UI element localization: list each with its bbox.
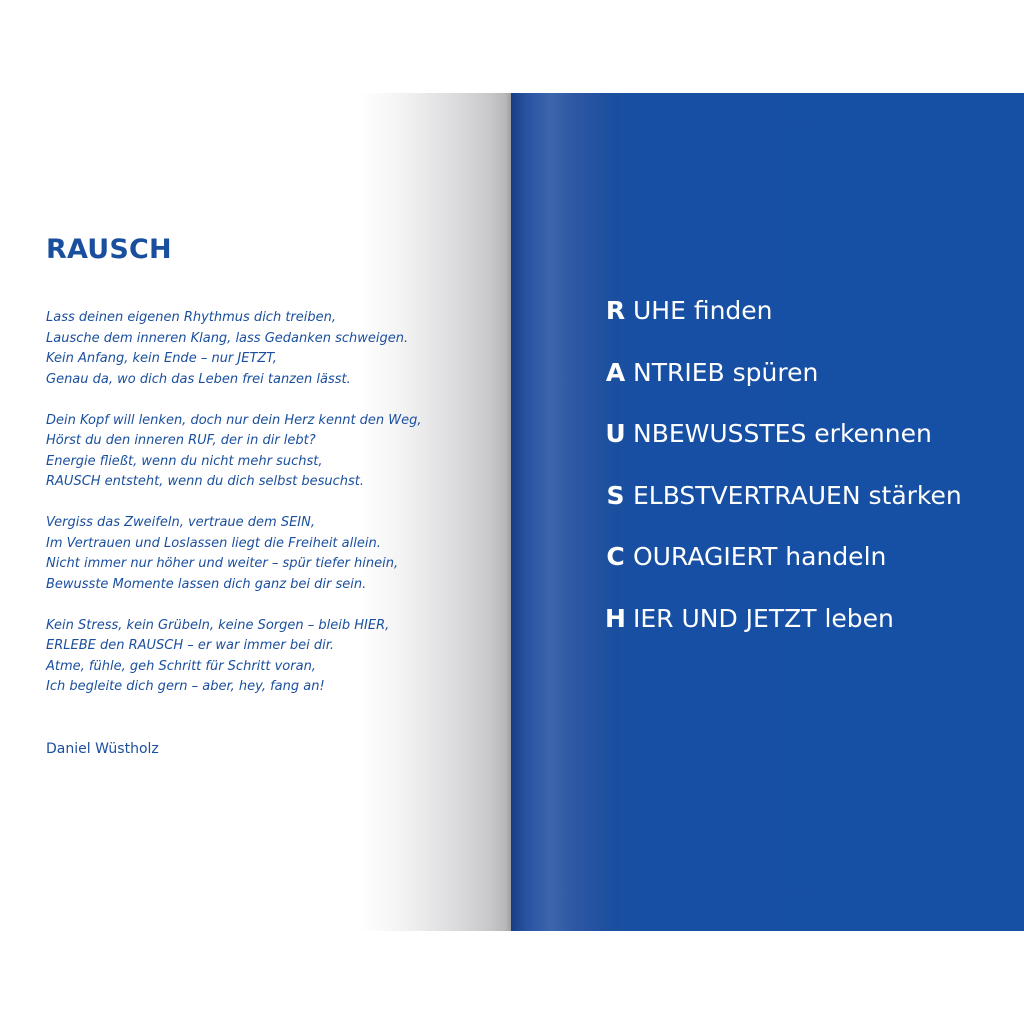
acrostic-row-a [598,358,1018,420]
poem-line: Vergiss das Zweifeln, vertraue dem SEIN, [46,515,315,530]
poem-line: Genau da, wo dich das Leben frei tanzen lässt. [46,371,351,387]
poem-line: ERLEBE den RAUSCH – er war immer bei dir. [46,638,335,653]
acrostic-text: ELBSTVERTRAUEN stärken [633,480,962,510]
poem-line: Hörst du den inneren RUF, der in dir lebt? [46,433,316,448]
stanza-1 [46,308,446,390]
acrostic-letter: U [605,419,626,449]
poem-line: Nicht immer nur höher und weiter – spür tiefer hinein, [46,556,399,571]
acrostic-text: IER UND JETZT leben [633,603,894,633]
acrostic-row-h [598,604,1018,666]
poem-line: Kein Anfang, kein Ende – nur JETZT, [46,351,277,366]
acrostic-letter: H [605,603,626,633]
acrostic-text: OURAGIERT handeln [633,542,887,572]
acrostic-row-u [598,419,1018,481]
acrostic-letter: R [605,296,626,325]
stanza-2 [46,411,446,493]
acrostic-letter: A [605,357,626,387]
left-page [0,93,512,931]
poem-line: Kein Stress, kein Grübeln, keine Sorgen – bleib HIER, [46,617,390,633]
acrostic-text: NBEWUSSTES erkennen [633,419,932,449]
poem-line: Im Vertrauen und Loslassen liegt die Freiheit allein. [46,535,381,551]
poem-line: Bewusste Momente lassen dich ganz bei dir sein. [46,576,367,592]
stanza-4 [46,616,446,698]
poem-line: Ich begleite dich gern – aber, hey, fang an! [46,679,325,694]
acrostic-letter: S [606,480,625,510]
book-spread [0,93,1024,931]
poem-author: Daniel Wüstholz [46,741,159,757]
stanza-3 [46,513,446,595]
poem-line: Lass deinen eigenen Rhythmus dich treiben, [46,310,336,325]
acrostic-row-s [598,481,1018,543]
acrostic-row-r [598,296,1018,358]
acrostic-text: UHE finden [633,296,773,325]
poem-line: Energie fließt, wenn du nicht mehr suchst, [46,453,323,469]
poem-line: Dein Kopf will lenken, doch nur dein Herz kennt den Weg, [46,412,422,428]
acrostic-text: NTRIEB spüren [633,357,819,387]
poem-line: Atme, fühle, geh Schritt für Schritt voran, [46,658,316,674]
acrostic-list [598,296,1018,666]
acrostic-letter: C [606,542,625,572]
poem-line: Lausche dem inneren Klang, lass Gedanken schweigen. [46,330,409,346]
acrostic-row-c [598,542,1018,604]
poem-title: RAUSCH [46,234,172,265]
poem-body [46,308,446,718]
poem-line: RAUSCH entsteht, wenn du dich selbst besuchst. [46,474,365,489]
